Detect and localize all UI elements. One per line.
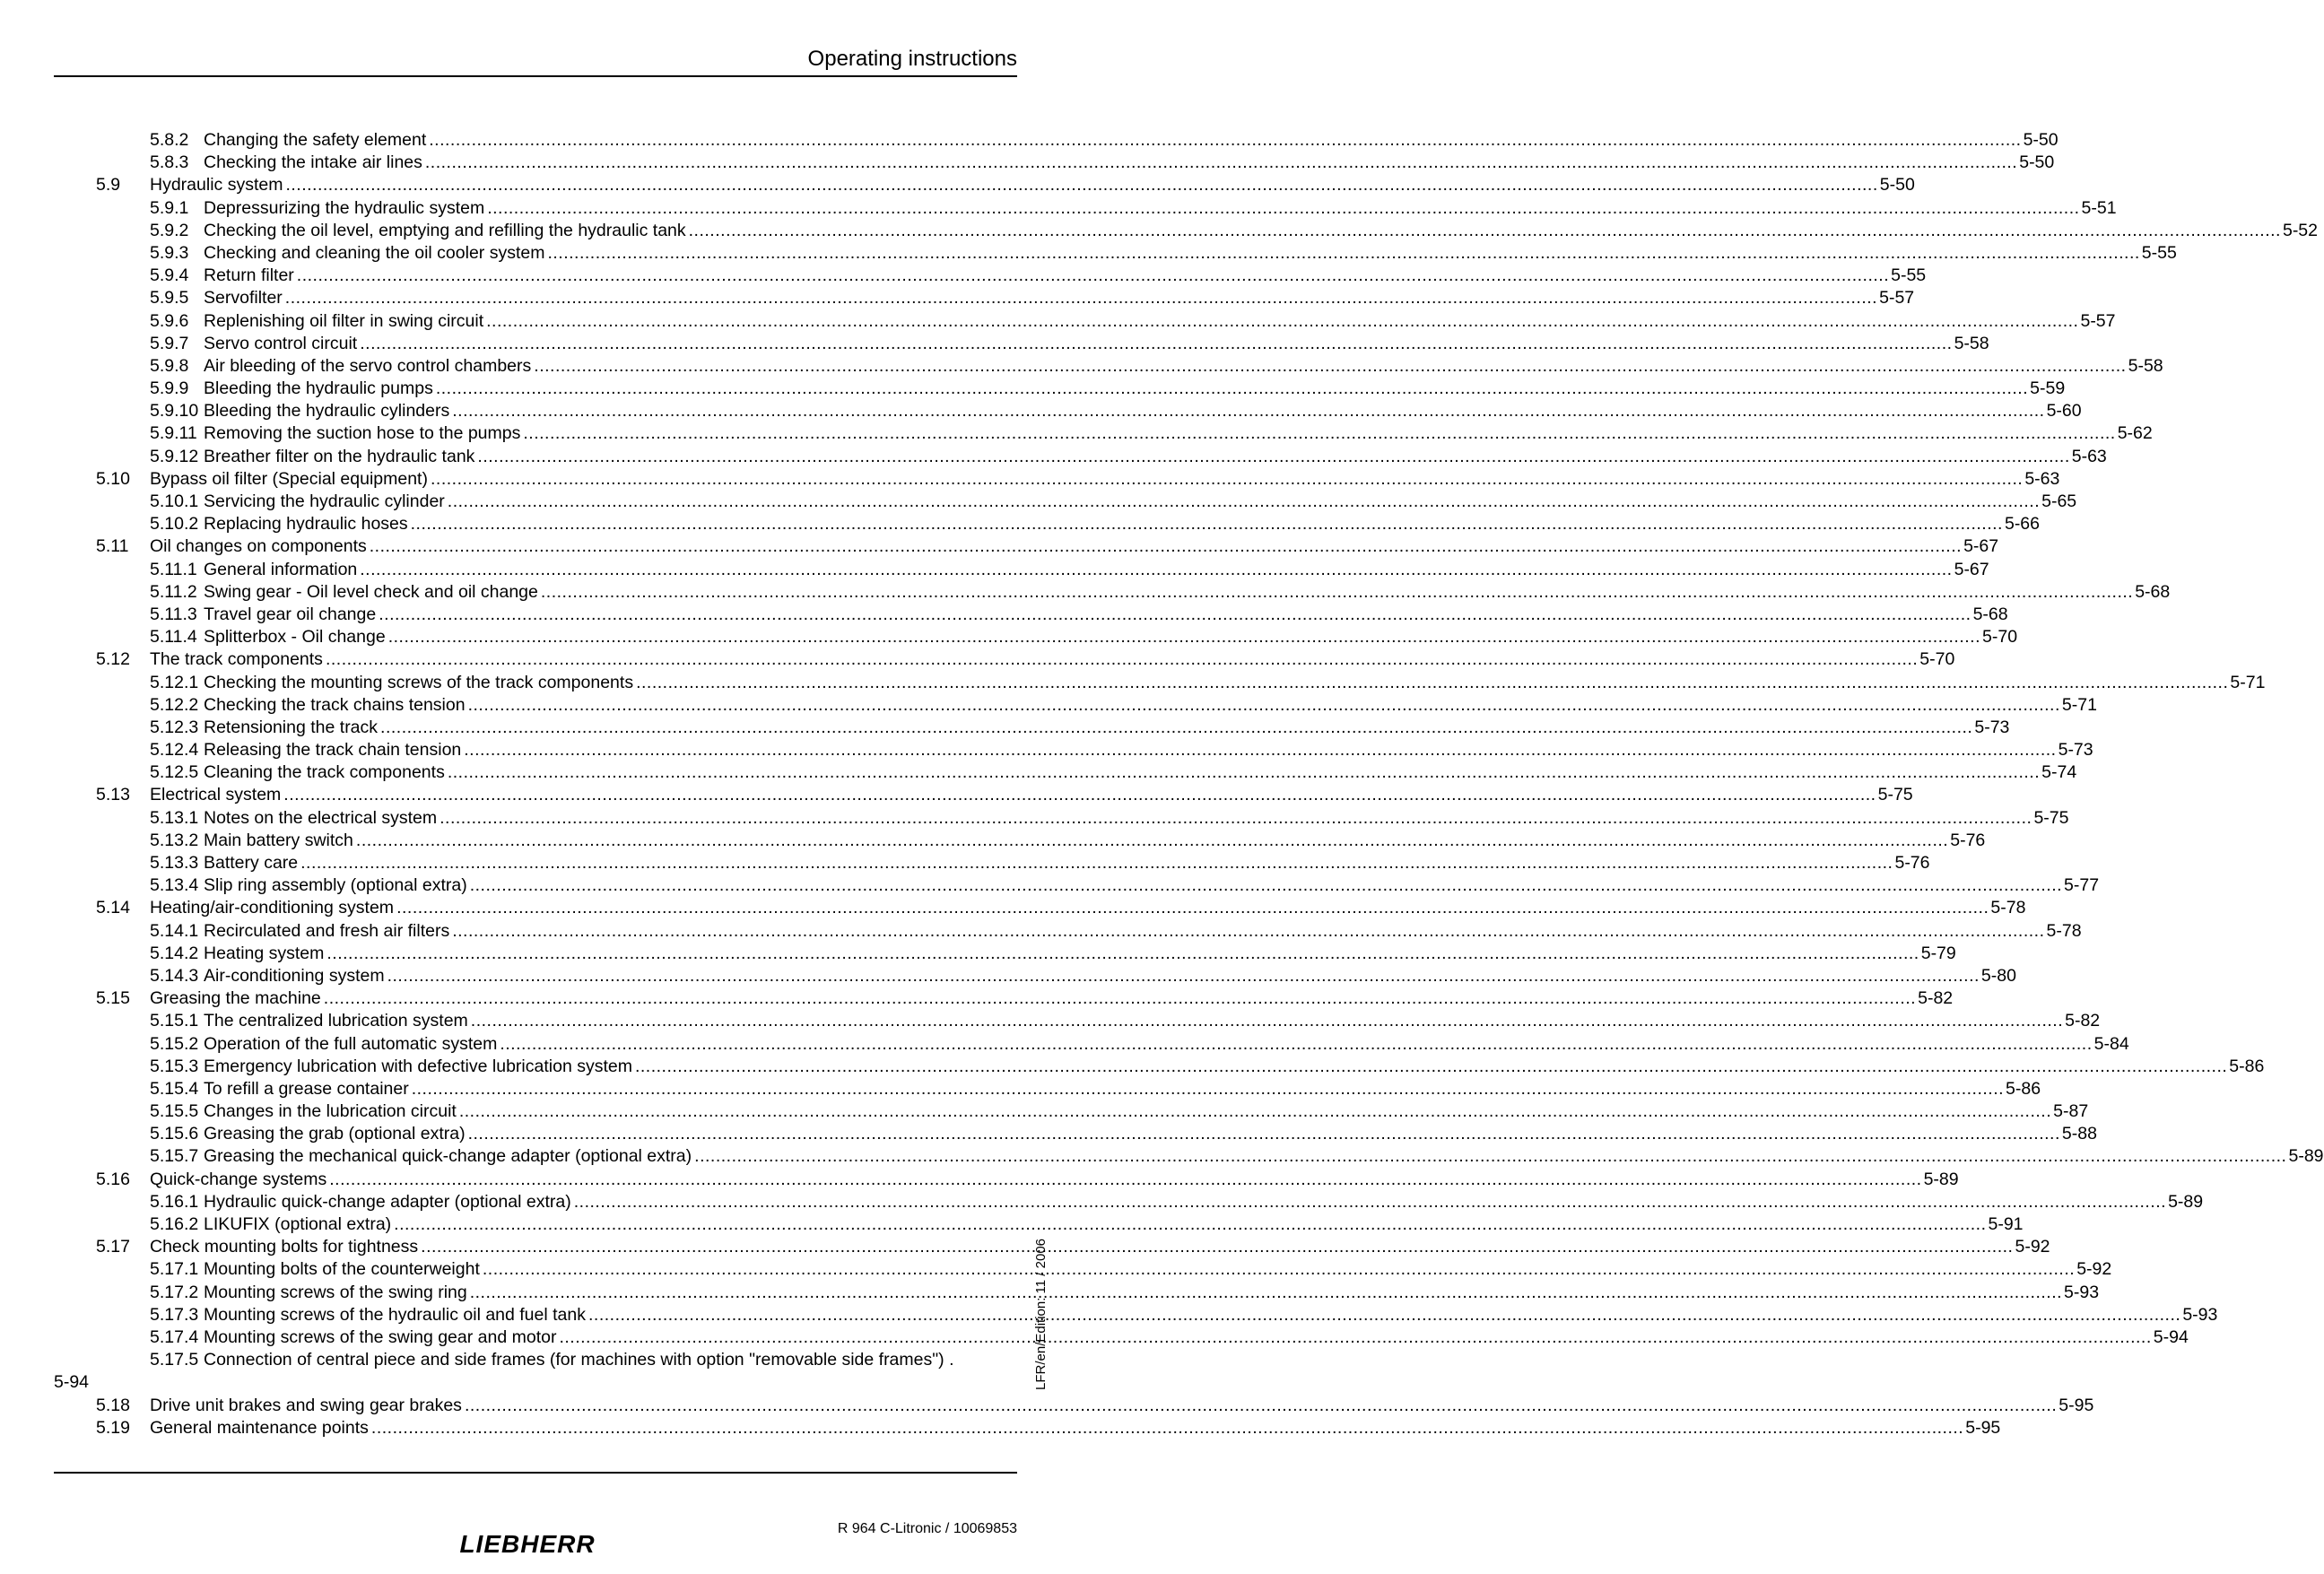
toc-entry-title: Greasing the grab (optional extra) xyxy=(204,1124,466,1144)
toc-entry xyxy=(54,1169,1959,1191)
toc-entry-page: 5-55 xyxy=(1891,265,1927,286)
dot-leader: ............................................................................................................................................................................................................................................................................................................ xyxy=(380,717,1973,737)
dot-leader: ............................................................................................................................................................................................................................................................................................................ xyxy=(636,672,2229,692)
page-header-title: Operating instructions xyxy=(807,47,1017,71)
toc-entry-page: 5-89 xyxy=(2168,1191,2204,1212)
toc-entry-number: 5.14.1 xyxy=(150,920,199,941)
toc-entry-title: Bypass oil filter (Special equipment) xyxy=(150,468,428,489)
dot-leader: ............................................................................................................................................................................................................................................................................................................ xyxy=(387,965,1980,986)
toc-entry-title: Bleeding the hydraulic pumps xyxy=(204,378,433,399)
toc-entry-page: 5-71 xyxy=(2061,694,2097,715)
toc-entry-title: Splitterbox - Oil change xyxy=(204,627,386,648)
toc-entry-page: 5-88 xyxy=(2061,1124,2097,1144)
dot-leader: ............................................................................................................................................................................................................................................................................................................ xyxy=(534,355,2127,376)
toc-entry-page: 5-51 xyxy=(2081,197,2117,218)
dot-leader: ............................................................................................................................................................................................................................................................................................................ xyxy=(477,446,2070,466)
toc-entry-title: Retensioning the track xyxy=(204,717,379,737)
toc-entry xyxy=(54,174,1915,196)
toc-entry-number: 5.17.3 xyxy=(150,1304,199,1325)
dot-leader: ............................................................................................................................................................................................................................................................................................................ xyxy=(452,920,2045,941)
toc-entry-title: Removing the suction hose to the pumps xyxy=(204,423,521,444)
toc-entry xyxy=(54,491,2077,513)
dot-leader: ............................................................................................................................................................................................................................................................................................................ xyxy=(467,694,2060,715)
toc-entry-title: Breather filter on the hydraulic tank xyxy=(204,446,475,466)
toc-entry-title: LIKUFIX (optional extra) xyxy=(204,1214,392,1234)
dot-leader: ............................................................................................................................................................................................................................................................................................................ xyxy=(458,1101,2052,1122)
toc-entry xyxy=(54,400,2082,422)
toc-entry-number: 5.9.3 xyxy=(150,242,189,263)
toc-entry-number: 5.10 xyxy=(96,468,130,489)
toc-entry-page: 5-82 xyxy=(2065,1011,2101,1031)
toc-entry-title: Hydraulic quick-change adapter (optional extra) xyxy=(204,1191,571,1212)
toc-entry-page: 5-89 xyxy=(2288,1146,2324,1167)
footer-rule xyxy=(54,1472,1017,1474)
toc-entry xyxy=(54,1213,2024,1236)
toc-entry-number: 5.14.3 xyxy=(150,965,199,986)
toc-entry-page: 5-78 xyxy=(1990,898,2026,918)
dot-leader: ............................................................................................................................................................................................................................................................................................................ xyxy=(284,288,1878,309)
toc-entry-number: 5.11.4 xyxy=(150,627,197,648)
dot-leader: ............................................................................................................................................................................................................................................................................................................ xyxy=(486,310,2079,331)
toc-entry-number: 5.18 xyxy=(96,1395,130,1415)
toc-entry-title: Heating/air-conditioning system xyxy=(150,898,395,918)
toc-entry xyxy=(54,648,1955,671)
toc-entry-title: Bleeding the hydraulic cylinders xyxy=(204,401,450,422)
toc-entry xyxy=(54,129,2059,152)
toc-entry-number: 5.11.1 xyxy=(150,559,197,579)
toc-entry-title: Travel gear oil change xyxy=(204,604,377,624)
toc-entry-page: 5-63 xyxy=(2071,446,2107,466)
toc-entry-title: Replenishing oil filter in swing circuit xyxy=(204,310,484,331)
toc-entry-number: 5.17.2 xyxy=(150,1282,199,1302)
dot-leader: ............................................................................................................................................................................................................................................................................................................ xyxy=(634,1056,2228,1076)
dot-leader: ............................................................................................................................................................................................................................................................................................................ xyxy=(410,514,2003,535)
toc-entry-title: Notes on the electrical system xyxy=(204,807,438,828)
dot-leader: ............................................................................................................................................................................................................................................................................................................ xyxy=(430,468,2024,489)
toc-entry-title: The centralized lubrication system xyxy=(204,1011,468,1031)
dot-leader: ............................................................................................................................................................................................................................................................................................................ xyxy=(355,830,1949,850)
toc-entry-page: 5-71 xyxy=(2230,672,2266,692)
toc-entry-page: 5-94 xyxy=(2153,1326,2189,1347)
toc-entry-page: 5-86 xyxy=(2229,1056,2265,1076)
dot-leader: ............................................................................................................................................................................................................................................................................................................ xyxy=(440,807,2032,828)
toc-entry-page: 5-63 xyxy=(2024,468,2060,489)
dot-leader: ............................................................................................................................................................................................................................................................................................................ xyxy=(694,1146,2287,1167)
toc-entry-page: 5-59 xyxy=(2030,378,2066,399)
dot-leader: ............................................................................................................................................................................................................................................................................................................ xyxy=(323,988,1917,1009)
toc-entry-page: 5-70 xyxy=(1982,627,2018,648)
toc-entry-page: 5-55 xyxy=(2141,242,2177,263)
toc-entry xyxy=(54,559,1989,581)
toc-entry-page: 5-76 xyxy=(1950,830,1986,850)
header-rule xyxy=(54,75,1017,77)
toc-entry-number: 5.9.8 xyxy=(150,355,189,376)
toc-entry xyxy=(54,672,2266,694)
toc-entry-title: To refill a grease container xyxy=(204,1078,409,1099)
toc-entry-title: Greasing the mechanical quick-change adapter (optional extra) xyxy=(204,1146,692,1167)
toc-entry-page: 5-95 xyxy=(1965,1417,2001,1438)
dot-leader: ............................................................................................................................................................................................................................................................................................................ xyxy=(326,943,1919,963)
dot-leader: ............................................................................................................................................................................................................................................................................................................ xyxy=(523,423,2116,444)
toc-entry-page: 5-92 xyxy=(2076,1259,2112,1280)
toc-entry-title: Releasing the track chain tension xyxy=(204,740,462,761)
toc-entry xyxy=(54,468,2060,491)
toc-entry-title: Air-conditioning system xyxy=(204,965,385,986)
toc-entry-page: 5-70 xyxy=(1919,649,1955,670)
toc-entry-page: 5-87 xyxy=(2053,1101,2089,1122)
toc-entry xyxy=(54,1395,2094,1417)
toc-entry xyxy=(54,874,2100,897)
toc-entry-number: 5.16.2 xyxy=(150,1214,199,1234)
toc-entry-title: Greasing the machine xyxy=(150,988,321,1009)
toc-entry-number: 5.12.5 xyxy=(150,762,199,783)
toc-entry xyxy=(54,717,2010,739)
dot-leader: ............................................................................................................................................................................................................................................................................................................ xyxy=(411,1078,2005,1099)
toc-entry xyxy=(54,1033,2129,1056)
dot-leader: ............................................................................................................................................................................................................................................................................................................ xyxy=(482,1259,2076,1280)
toc-entry xyxy=(54,1417,2001,1439)
toc-entry-page: 5-78 xyxy=(2046,920,2082,941)
toc-entry xyxy=(54,355,2163,378)
toc-entry xyxy=(54,852,1930,874)
liebherr-logo xyxy=(438,1530,617,1557)
toc-entry xyxy=(54,1349,1017,1371)
toc-entry xyxy=(54,626,2018,648)
edition-label: LFR/en/Edition: 11 / 2006 xyxy=(1033,1239,1049,1390)
toc-entry xyxy=(54,310,2116,333)
toc-entry-number: 5.14 xyxy=(96,898,130,918)
toc-entry-page: 5-50 xyxy=(2019,152,2055,173)
dot-leader: ............................................................................................................................................................................................................................................................................................................ xyxy=(467,1124,2060,1144)
dot-leader: ............................................................................................................................................................................................................................................................................................................ xyxy=(329,1169,1922,1189)
toc-entry-title: Replacing hydraulic hoses xyxy=(204,514,408,535)
toc-entry-number: 5.12.3 xyxy=(150,717,199,737)
toc-entry-number: 5.9.10 xyxy=(150,401,199,422)
toc-entry-title: Changing the safety element xyxy=(204,130,427,150)
toc-entry-page: 5-68 xyxy=(2135,581,2171,602)
toc-entry-title: Slip ring assembly (optional extra) xyxy=(204,875,467,896)
toc-entry-number: 5.9.2 xyxy=(150,220,189,240)
toc-entry-title: Servo control circuit xyxy=(204,333,358,353)
toc-entry-number: 5.8.2 xyxy=(150,130,189,150)
toc-entry xyxy=(54,987,1954,1010)
toc-entry-number: 5.15.4 xyxy=(150,1078,199,1099)
dot-leader: ............................................................................................................................................................................................................................................................................................................ xyxy=(424,152,2018,173)
toc-entry-title: Checking the mounting screws of the track components xyxy=(204,672,634,692)
toc-entry-page: 5-65 xyxy=(2041,491,2077,511)
toc-entry-number: 5.9.4 xyxy=(150,265,189,286)
dot-leader: ............................................................................................................................................................................................................................................................................................................ xyxy=(573,1191,2167,1212)
toc-entry-number: 5.9.1 xyxy=(150,197,189,218)
dot-leader: ............................................................................................................................................................................................................................................................................................................ xyxy=(387,627,1981,648)
toc-entry xyxy=(54,1326,2189,1349)
dot-leader: ............................................................................................................................................................................................................................................................................................................ xyxy=(470,1011,2064,1031)
dot-leader: ............................................................................................................................................................................................................................................................................................................ xyxy=(547,242,2140,263)
toc-entry xyxy=(54,1123,2097,1145)
toc-entry xyxy=(54,694,2097,717)
dot-leader: ............................................................................................................................................................................................................................................................................................................ xyxy=(369,536,1963,557)
toc-entry-title: Check mounting bolts for tightness xyxy=(150,1237,419,1257)
toc-entry-page: 5-93 xyxy=(2182,1304,2218,1325)
toc-entry xyxy=(54,581,2171,604)
dot-leader: ............................................................................................................................................................................................................................................................................................................ xyxy=(559,1326,2152,1347)
document-id: R 964 C-Litronic / 10069853 xyxy=(837,1521,1017,1536)
toc-entry-page: 5-50 xyxy=(1879,175,1915,196)
toc-entry-title: Recirculated and fresh air filters xyxy=(204,920,450,941)
dot-leader: ............................................................................................................................................................................................................................................................................................................ xyxy=(487,197,2080,218)
toc-entry-page: 5-82 xyxy=(1918,988,1954,1009)
dot-leader: ............................................................................................................................................................................................................................................................................................................ xyxy=(688,220,2281,240)
toc-entry-title: Mounting bolts of the counterweight xyxy=(204,1259,480,1280)
dot-leader: ............................................................................................................................................................................................................................................................................................................ xyxy=(540,581,2134,602)
toc-entry-number: 5.15.2 xyxy=(150,1033,199,1054)
toc-entry-number: 5.8.3 xyxy=(150,152,189,173)
toc-entry-page: 5-76 xyxy=(1894,853,1930,873)
toc-entry-page: 5-52 xyxy=(2282,220,2318,240)
dot-leader: ............................................................................................................................................................................................................................................................................................................ xyxy=(447,491,2041,511)
toc-entry-title: Oil changes on components xyxy=(150,536,367,557)
toc-entry xyxy=(54,1236,2050,1258)
toc-entry xyxy=(54,1258,2112,1281)
toc-entry-number: 5.12 xyxy=(96,649,130,670)
toc-entry-page: 5-57 xyxy=(2080,310,2116,331)
toc-entry-title: Cleaning the track components xyxy=(204,762,445,783)
toc-entry xyxy=(54,152,2055,174)
toc-entry-page: 5-58 xyxy=(1954,333,1989,353)
toc-entry xyxy=(54,1145,2324,1168)
toc-entry-page: 5-77 xyxy=(2064,875,2100,896)
toc-entry-number: 5.9.6 xyxy=(150,310,189,331)
toc-entry-number: 5.17.5 xyxy=(150,1350,199,1370)
toc-entry-number: 5.9.7 xyxy=(150,333,189,353)
toc-entry-title: Operation of the full automatic system xyxy=(204,1033,498,1054)
toc-entry-page: 5-73 xyxy=(1974,717,2010,737)
toc-entry-number: 5.11.2 xyxy=(150,581,197,602)
toc-entry-page: 5-58 xyxy=(2128,355,2163,376)
toc-entry-page: 5-68 xyxy=(1972,604,2008,624)
toc-entry-page: 5-75 xyxy=(2033,807,2069,828)
toc-entry-number: 5.11 xyxy=(96,536,129,557)
toc-entry xyxy=(54,220,2318,242)
toc-entry xyxy=(54,197,2117,220)
toc-entry xyxy=(54,242,2177,265)
dot-leader: ............................................................................................................................................................................................................................................................................................................ xyxy=(469,1282,2063,1302)
dot-leader: ............................................................................................................................................................................................................................................................................................................ xyxy=(300,853,1893,873)
toc-entry xyxy=(54,333,1989,355)
toc-entry-page: 5-89 xyxy=(1923,1169,1959,1189)
toc-entry-page: 5-74 xyxy=(2041,762,2077,783)
toc-entry xyxy=(54,535,1999,558)
toc-entry-title: Hydraulic system xyxy=(150,175,283,196)
toc-entry xyxy=(54,513,2040,535)
toc-entry xyxy=(54,897,2026,919)
toc-entry-number: 5.17.4 xyxy=(150,1326,199,1347)
toc-entry-number: 5.9.11 xyxy=(150,423,197,444)
toc-entry-page: 5-60 xyxy=(2046,401,2082,422)
toc-entry-number: 5.16 xyxy=(96,1169,130,1189)
dot-leader: ............................................................................................................................................................................................................................................................................................................ xyxy=(429,130,2022,150)
toc-entry-number: 5.19 xyxy=(96,1417,130,1438)
toc-entry-title: Changes in the lubrication circuit xyxy=(204,1101,457,1122)
toc-entry xyxy=(54,739,2093,761)
toc-entry xyxy=(54,446,2107,468)
toc-entry-title: Return filter xyxy=(204,265,294,286)
dot-leader: ............................................................................................................................................................................................................................................................................................................ xyxy=(447,762,2041,783)
dot-leader: ............................................................................................................................................................................................................................................................................................................ xyxy=(396,898,1989,918)
toc-entry-title: Mounting screws of the swing gear and motor xyxy=(204,1326,557,1347)
toc-entry xyxy=(54,943,1956,965)
toc-entry-title: General information xyxy=(204,559,358,579)
dot-leader: ............................................................................................................................................................................................................................................................................................................ xyxy=(464,1395,2058,1415)
toc-entry-page: 5-67 xyxy=(1963,536,1999,557)
toc-entry-number: 5.17 xyxy=(96,1237,130,1257)
toc-entry xyxy=(54,265,1927,287)
toc-entry-page: 5-75 xyxy=(1877,785,1913,805)
toc-entry-title: Heating system xyxy=(204,943,325,963)
toc-entry-number: 5.17.1 xyxy=(150,1259,199,1280)
toc-entry-number: 5.15.7 xyxy=(150,1146,199,1167)
liebherr-logo-text: LIEBHERR xyxy=(459,1530,596,1558)
dot-leader: ............................................................................................................................................................................................................................................................................................................ xyxy=(394,1214,1987,1234)
toc-entry-number: 5.13.4 xyxy=(150,875,199,896)
toc-entry-title: Battery care xyxy=(204,853,299,873)
toc-entry-title: Checking the intake air lines xyxy=(204,152,422,173)
toc-entry-title: Servofilter xyxy=(204,288,283,309)
toc-entry xyxy=(54,761,2077,784)
dot-leader: ............................................................................................................................................................................................................................................................................................................ xyxy=(360,333,1953,353)
toc-entry-title: Drive unit brakes and swing gear brakes xyxy=(150,1395,462,1415)
dot-leader: ............................................................................................................................................................................................................................................................................................................ xyxy=(370,1417,1964,1438)
toc-entry-title: Servicing the hydraulic cylinder xyxy=(204,491,445,511)
toc-entry xyxy=(54,830,1986,852)
toc-entry-number: 5.15.3 xyxy=(150,1056,199,1076)
toc-entry xyxy=(54,1010,2101,1032)
toc-entry-title: Air bleeding of the servo control chambers xyxy=(204,355,532,376)
toc-entry-page: 5-57 xyxy=(1879,288,1915,309)
toc-entry-page: 5-84 xyxy=(2093,1033,2129,1054)
toc-entry-title: Mounting screws of the hydraulic oil and fuel tank xyxy=(204,1304,586,1325)
toc-entry-page: 5-73 xyxy=(2058,740,2093,761)
toc-entry-number: 5.12.4 xyxy=(150,740,199,761)
toc-entry-title: General maintenance points xyxy=(150,1417,369,1438)
toc-entry-title: Depressurizing the hydraulic system xyxy=(204,197,485,218)
toc-entry-title: Quick-change systems xyxy=(150,1169,327,1189)
dot-leader: ............................................................................................................................................................................................................................................................................................................ xyxy=(435,378,2029,399)
toc-entry-title: Checking the track chains tension xyxy=(204,694,466,715)
toc-entry-number: 5.9.9 xyxy=(150,378,189,399)
dot-leader: ............................................................................................................................................................................................................................................................................................................ xyxy=(588,1304,2181,1325)
toc-entry xyxy=(54,1100,2089,1123)
toc-entry-page: 5-91 xyxy=(1988,1214,2024,1234)
toc-entry xyxy=(54,604,2008,626)
toc-entry xyxy=(54,1282,2100,1304)
dot-leader: ............................................................................................................................................................................................................................................................................................................ xyxy=(421,1237,2014,1257)
toc-entry-number: 5.14.2 xyxy=(150,943,199,963)
toc-blank-row xyxy=(54,1371,1017,1394)
toc-entry-page: 5-79 xyxy=(1920,943,1956,963)
toc-entry-number: 5.10.1 xyxy=(150,491,199,511)
toc-entry xyxy=(54,1078,2041,1100)
dot-leader: ............................................................................................................................................................................................................................................................................................................ xyxy=(452,401,2045,422)
toc-entry-page: 5-66 xyxy=(2004,514,2040,535)
toc-entry-title: Swing gear - Oil level check and oil change xyxy=(204,581,538,602)
dot-leader: ............................................................................................................................................................................................................................................................................................................ xyxy=(464,740,2057,761)
toc-entry-number: 5.13 xyxy=(96,785,130,805)
toc-entry-title: Connection of central piece and side frames (for machines with option "removable side frames") . xyxy=(204,1350,954,1370)
toc-entry-page: 5-62 xyxy=(2117,423,2153,444)
toc-entry-number: 5.10.2 xyxy=(150,514,199,535)
toc-entry-number: 5.12.2 xyxy=(150,694,199,715)
toc-entry-title: Checking the oil level, emptying and refilling the hydraulic tank xyxy=(204,220,686,240)
toc-entry-page: 5-80 xyxy=(1980,965,2016,986)
dot-leader: ............................................................................................................................................................................................................................................................................................................ xyxy=(285,175,1878,196)
toc-entry-number: 5.16.1 xyxy=(150,1191,199,1212)
toc-entry xyxy=(54,287,1915,309)
dot-leader: ............................................................................................................................................................................................................................................................................................................ xyxy=(500,1033,2093,1054)
toc-entry-number: 5.11.3 xyxy=(150,604,197,624)
toc-entry-number: 5.13.1 xyxy=(150,807,199,828)
toc-entry xyxy=(54,1191,2204,1213)
stray-page-number: 5-94 xyxy=(54,1372,90,1392)
dot-leader: ............................................................................................................................................................................................................................................................................................................ xyxy=(469,875,2063,896)
dot-leader: ............................................................................................................................................................................................................................................................................................................ xyxy=(283,785,1876,805)
toc-entry xyxy=(54,1056,2265,1078)
toc-entry-title: Checking and cleaning the oil cooler system xyxy=(204,242,545,263)
toc-entry-number: 5.15 xyxy=(96,988,130,1009)
toc-entry-title: Mounting screws of the swing ring xyxy=(204,1282,467,1302)
toc-entry xyxy=(54,1304,2218,1326)
dot-leader: ............................................................................................................................................................................................................................................................................................................ xyxy=(379,604,1971,624)
toc-entry xyxy=(54,378,2066,400)
toc-entry-page: 5-92 xyxy=(2015,1237,2050,1257)
toc-entry-page: 5-93 xyxy=(2064,1282,2100,1302)
toc-entry-title: The track components xyxy=(150,649,323,670)
toc-entry-number: 5.9.5 xyxy=(150,288,189,309)
toc-entry xyxy=(54,784,1913,806)
dot-leader: ............................................................................................................................................................................................................................................................................................................ xyxy=(360,559,1953,579)
toc-entry-number: 5.15.5 xyxy=(150,1101,199,1122)
toc-entry-page: 5-67 xyxy=(1954,559,1989,579)
toc-entry-number: 5.9 xyxy=(96,175,121,196)
dot-leader: ............................................................................................................................................................................................................................................................................................................ xyxy=(325,649,1919,670)
toc-entry xyxy=(54,920,2082,943)
toc-entry-page: 5-86 xyxy=(2006,1078,2041,1099)
toc-entry xyxy=(54,965,2016,987)
toc-entry-number: 5.12.1 xyxy=(150,672,199,692)
toc-entry-number: 5.15.6 xyxy=(150,1124,199,1144)
toc-entry xyxy=(54,422,2153,445)
toc-entry-number: 5.15.1 xyxy=(150,1011,199,1031)
toc-entry-title: Electrical system xyxy=(150,785,282,805)
toc-entry xyxy=(54,807,2069,830)
toc-entry-number: 5.13.2 xyxy=(150,830,199,850)
dot-leader: ............................................................................................................................................................................................................................................................................................................ xyxy=(296,265,1890,286)
toc-entry-number: 5.9.12 xyxy=(150,446,199,466)
toc-entry-title: Main battery switch xyxy=(204,830,353,850)
toc-entry-number: 5.13.3 xyxy=(150,853,199,873)
toc-entry-title: Emergency lubrication with defective lubrication system xyxy=(204,1056,632,1076)
toc-entry-page: 5-95 xyxy=(2059,1395,2094,1415)
toc-entry-page: 5-50 xyxy=(2023,130,2059,150)
